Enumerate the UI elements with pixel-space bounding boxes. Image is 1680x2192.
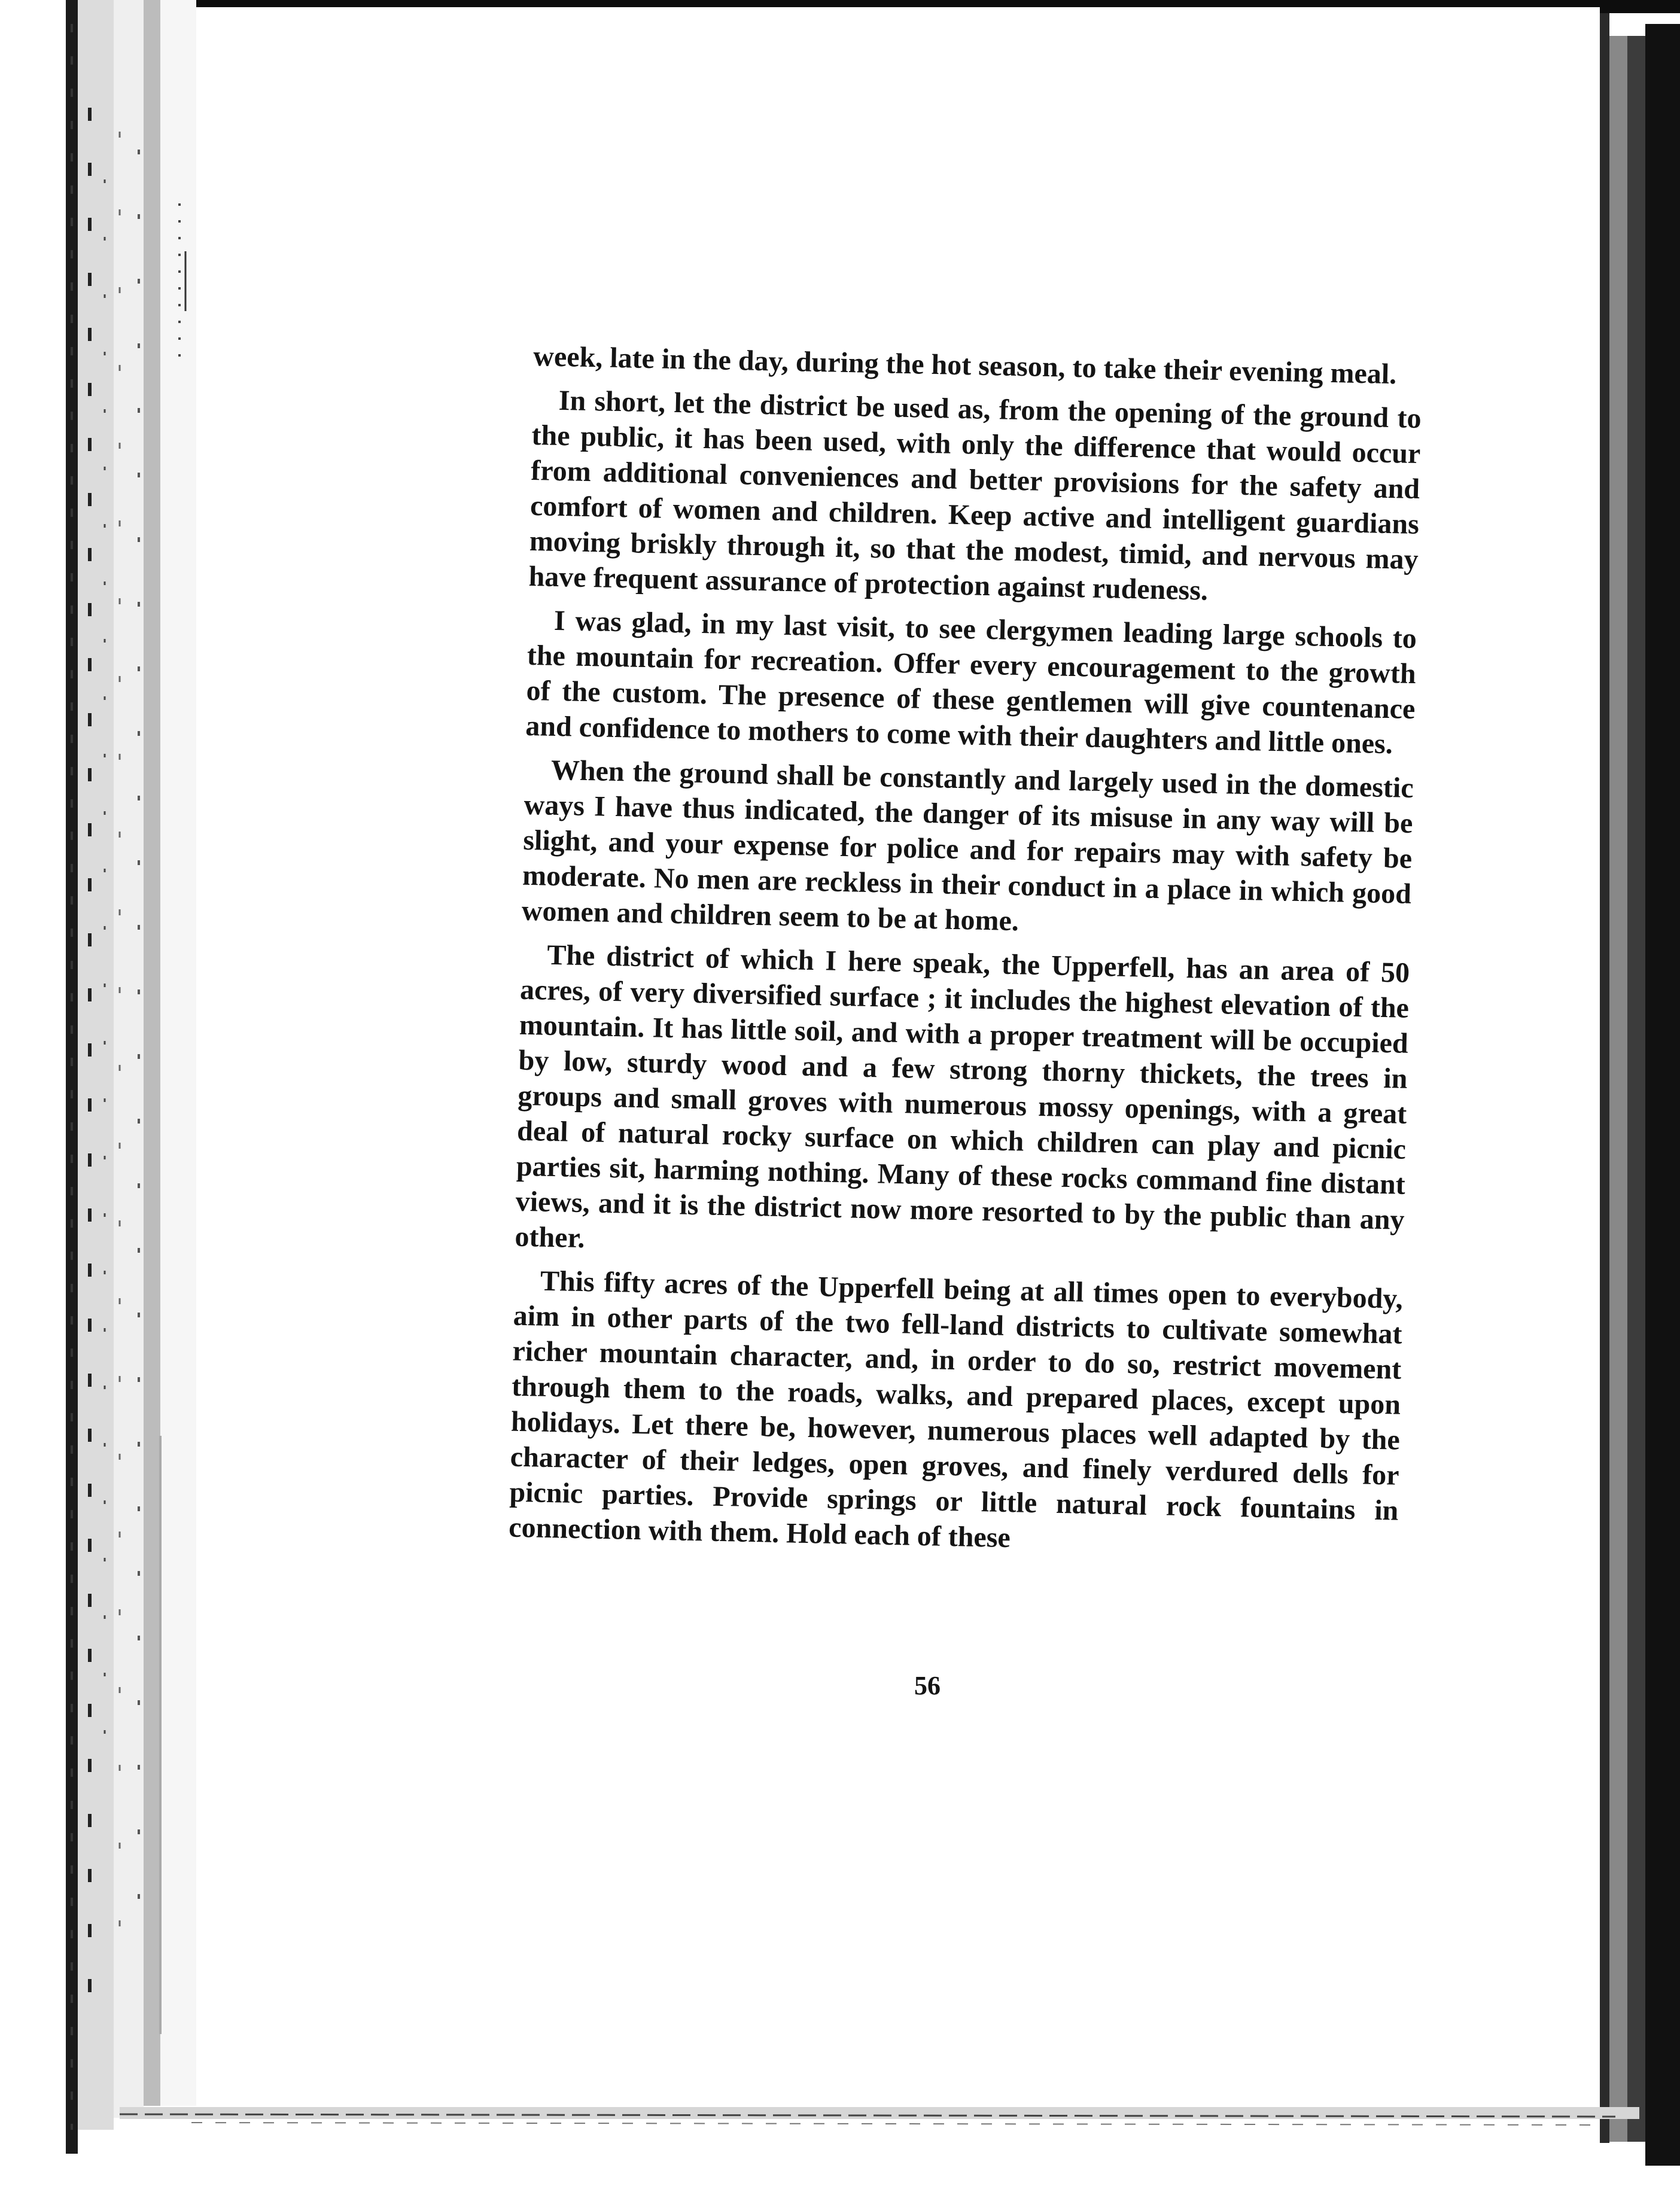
paragraph-4: When the ground shall be constantly and largely used in the domestic ways I have thus indicated, the danger of its misuse in any way will be slight, and your expense for police and for repairs may with safety be moderate. No men are reckless in their conduct in a place in which good women and children seem to be at home. xyxy=(521,754,1414,937)
page-number: 56 xyxy=(914,1671,941,1700)
body-text xyxy=(509,339,1423,1564)
paragraph-6: This fifty acres of the Upperfell being at all times open to everybody, aim in other parts of the two fell-land districts to cultivate somewhat richer mountain character, and, in order to do so, restrict movement through them to the roads, walks, and prepared places, except upon holidays. Let there be, however, numerous places well adapted by the character of their ledges, open groves, and finely verdured dells for picnic parties. Provide springs or little natural rock fountains in connection with them. Hold each of these xyxy=(508,1265,1404,1554)
paragraph-5: The district of which I here speak, the Upperfell, has an area of 50 acres, of very diversified surface ; it includes the highest elevation of the mountain. It has little soil, and with a proper treatment will be occupied by low, sturdy wood and a few strong thorny thickets, the trees in groups and small groves with numerous mossy openings, with a great deal of natural rocky surface on which children can play and picnic parties sit, harming nothing. Many of these rocks command fine distant views, and it is the district now more resorted to by the public than any other. xyxy=(515,939,1410,1255)
paragraph-1: week, late in the day, during the hot season, to take their evening meal. xyxy=(532,340,1397,391)
paragraph-3: I was glad, in my last visit, to see clergymen leading large schools to the mountain for recreation. Offer every encouragement to the growth of the custom. The presence of these gentlemen will give countenance and confidence to mothers to come with their daughters and little ones. xyxy=(525,604,1417,760)
paragraph-2: In short, let the district be used as, from the opening of the ground to the public, it has been used, with only the difference that would occur from additional conveniences and better provisions for the safety and comfort of women and children. Keep active and intelligent guardians moving briskly through it, so that the modest, timid, and nervous may have frequent assurance of protection against rudeness. xyxy=(528,384,1422,607)
